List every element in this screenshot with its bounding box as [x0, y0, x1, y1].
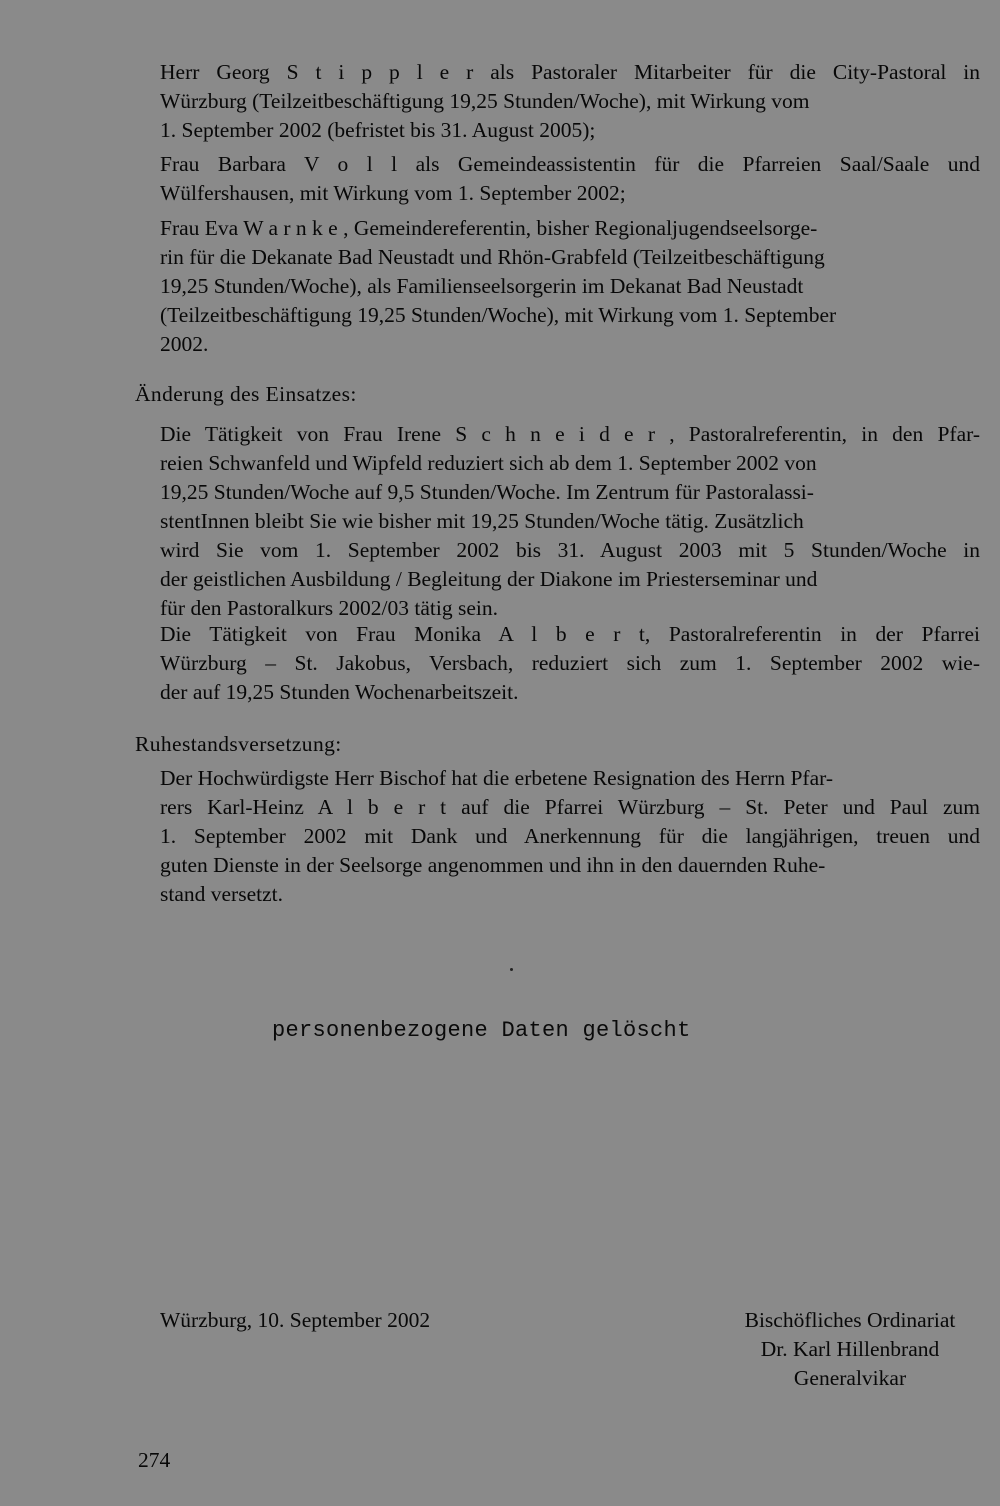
text-line: Die Tätigkeit von Frau Monika A l b e r t, Pastoralreferentin in der Pfarrei — [160, 622, 980, 646]
paragraph-albert-monika — [160, 620, 980, 707]
paragraph-schneider — [160, 420, 980, 623]
redaction-note: personenbezogene Daten gelöscht — [272, 1018, 691, 1043]
text-line: stand versetzt. — [160, 882, 283, 906]
text-line: der geistlichen Ausbildung / Begleitung der Diakone im Priesterseminar und — [160, 567, 818, 591]
signature-block — [700, 1306, 1000, 1393]
speck-dot — [510, 968, 513, 971]
text-line: Würzburg – St. Jakobus, Versbach, reduziert sich zum 1. September 2002 wie- — [160, 651, 980, 675]
page-number: 274 — [138, 1448, 171, 1472]
text-line: Frau Eva W a r n k e , Gemeindereferentin, bisher Regionaljugendseelsorge- — [160, 216, 818, 240]
signature-name: Dr. Karl Hillenbrand — [760, 1337, 940, 1361]
text-line: Frau Barbara V o l l als Gemeindeassistentin für die Pfarreien Saal/Saale und — [160, 152, 980, 176]
signature-title: Generalvikar — [793, 1366, 907, 1390]
paragraph-stippler — [160, 58, 980, 145]
text-line: Die Tätigkeit von Frau Irene S c h n e i d e r , Pastoralreferentin, in den Pfar- — [160, 422, 980, 446]
text-line: 19,25 Stunden/Woche auf 9,5 Stunden/Woche. Im Zentrum für Pastoralassi- — [160, 480, 814, 504]
text-line: stentInnen bleibt Sie wie bisher mit 19,25 Stunden/Woche tätig. Zusätzlich — [160, 509, 804, 533]
paragraph-albert-karl — [160, 764, 980, 909]
text-line: (Teilzeitbeschäftigung 19,25 Stunden/Woche), mit Wirkung vom 1. September — [160, 303, 837, 327]
paragraph-warnke — [160, 214, 980, 359]
text-line: wird Sie vom 1. September 2002 bis 31. August 2003 mit 5 Stunden/Woche in — [160, 538, 980, 562]
text-line: rin für die Dekanate Bad Neustadt und Rhön-Grabfeld (Teilzeitbeschäftigung — [160, 245, 825, 269]
text-line: 19,25 Stunden/Woche), als Familienseelsorgerin im Dekanat Bad Neustadt — [160, 274, 804, 298]
text-line: reien Schwanfeld und Wipfeld reduziert sich ab dem 1. September 2002 von — [160, 451, 817, 475]
section-heading-ruhestand: Ruhestandsversetzung: — [135, 732, 342, 756]
section-heading-aenderung: Änderung des Einsatzes: — [135, 382, 357, 406]
text-line: Wülfershausen, mit Wirkung vom 1. September 2002; — [160, 181, 626, 205]
paragraph-voll — [160, 150, 980, 208]
place-date: Würzburg, 10. September 2002 — [160, 1308, 431, 1332]
text-line: Herr Georg S t i p p l e r als Pastoraler Mitarbeiter für die City-Pastoral in — [160, 60, 980, 84]
text-line: der auf 19,25 Stunden Wochenarbeitszeit. — [160, 680, 519, 704]
text-line: 1. September 2002 (befristet bis 31. August 2005); — [160, 118, 596, 142]
text-line: für den Pastoralkurs 2002/03 tätig sein. — [160, 596, 498, 620]
text-line: 2002. — [160, 332, 209, 356]
text-line: 1. September 2002 mit Dank und Anerkennung für die langjährigen, treuen und — [160, 824, 980, 848]
text-line: guten Dienste in der Seelsorge angenommen und ihn in den dauernden Ruhe- — [160, 853, 826, 877]
text-line: rers Karl-Heinz A l b e r t auf die Pfarrei Würzburg – St. Peter und Paul zum — [160, 795, 980, 819]
text-line: Der Hochwürdigste Herr Bischof hat die erbetene Resignation des Herrn Pfar- — [160, 766, 834, 790]
text-line: Würzburg (Teilzeitbeschäftigung 19,25 Stunden/Woche), mit Wirkung vom — [160, 89, 810, 113]
signature-office: Bischöfliches Ordinariat — [744, 1308, 956, 1332]
